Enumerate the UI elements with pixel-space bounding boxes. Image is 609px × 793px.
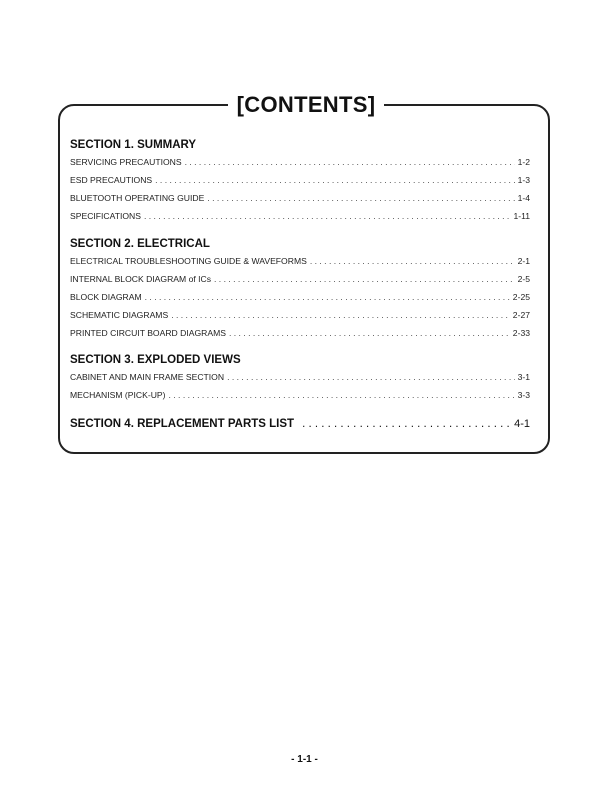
entry-page: 4-1: [514, 418, 530, 430]
section-title: SECTION 1. SUMMARY: [70, 139, 197, 151]
toc-entry[interactable]: [70, 270, 530, 288]
section-title: SECTION 4. REPLACEMENT PARTS LIST: [70, 418, 295, 430]
toc-entry[interactable]: [70, 386, 530, 404]
page-title: [CONTENTS]: [228, 89, 384, 121]
entry-label: PRINTED CIRCUIT BOARD DIAGRAMS: [70, 328, 226, 338]
leader-dots: [302, 415, 510, 433]
toc-entry[interactable]: [70, 171, 530, 189]
entry-label: SPECIFICATIONS: [70, 211, 141, 221]
entry-label: SCHEMATIC DIAGRAMS: [70, 310, 169, 320]
entry-page: 1-2: [517, 157, 530, 167]
toc-entry[interactable]: [70, 189, 530, 207]
entry-page: 3-3: [517, 390, 530, 400]
toc-entry[interactable]: [70, 288, 530, 306]
entry-page: 3-1: [517, 372, 530, 382]
leader-dots: [185, 153, 515, 171]
leader-dots: [214, 270, 515, 288]
entry-label: SERVICING PRECAUTIONS: [70, 157, 182, 167]
entry-page: 2-33: [512, 328, 530, 338]
toc-entry[interactable]: [70, 306, 530, 324]
leader-dots: [310, 252, 515, 270]
entry-label: CABINET AND MAIN FRAME SECTION: [70, 372, 225, 382]
entry-page: 2-1: [517, 256, 530, 266]
entry-page: 2-5: [517, 274, 530, 284]
toc-entry[interactable]: [70, 252, 530, 270]
leader-dots: [207, 189, 514, 207]
toc-entry[interactable]: [70, 153, 530, 171]
entry-label: BLUETOOTH OPERATING GUIDE: [70, 193, 205, 203]
leader-dots: [229, 324, 510, 342]
entry-label: BLOCK DIAGRAM: [70, 292, 142, 302]
section-title: SECTION 3. EXPLODED VIEWS: [70, 354, 241, 366]
entry-page: 2-27: [512, 310, 530, 320]
section-1: [70, 137, 530, 225]
section-2: [70, 236, 530, 342]
entry-label: ESD PRECAUTIONS: [70, 175, 153, 185]
entry-page: 1-3: [517, 175, 530, 185]
leader-dots: [171, 306, 510, 324]
leader-dots: [144, 207, 510, 225]
entry-page: 2-25: [512, 292, 530, 302]
entry-page: 1-4: [517, 193, 530, 203]
leader-dots: [155, 171, 514, 189]
entry-page: 1-11: [513, 211, 530, 221]
toc-entry[interactable]: [70, 324, 530, 342]
leader-dots: [169, 386, 515, 404]
toc-entry[interactable]: [70, 207, 530, 225]
entry-label: INTERNAL BLOCK DIAGRAM of ICs: [70, 274, 212, 284]
section-4-entry[interactable]: [70, 415, 530, 433]
entry-label: ELECTRICAL TROUBLESHOOTING GUIDE & WAVEFORMS: [70, 256, 307, 266]
toc-entry[interactable]: [70, 368, 530, 386]
leader-dots: [227, 368, 515, 386]
section-title: SECTION 2. ELECTRICAL: [70, 238, 210, 250]
leader-dots: [145, 288, 510, 306]
page-number: - 1-1 -: [291, 754, 318, 765]
entry-label: MECHANISM (PICK-UP): [70, 390, 166, 400]
section-3: [70, 352, 530, 404]
